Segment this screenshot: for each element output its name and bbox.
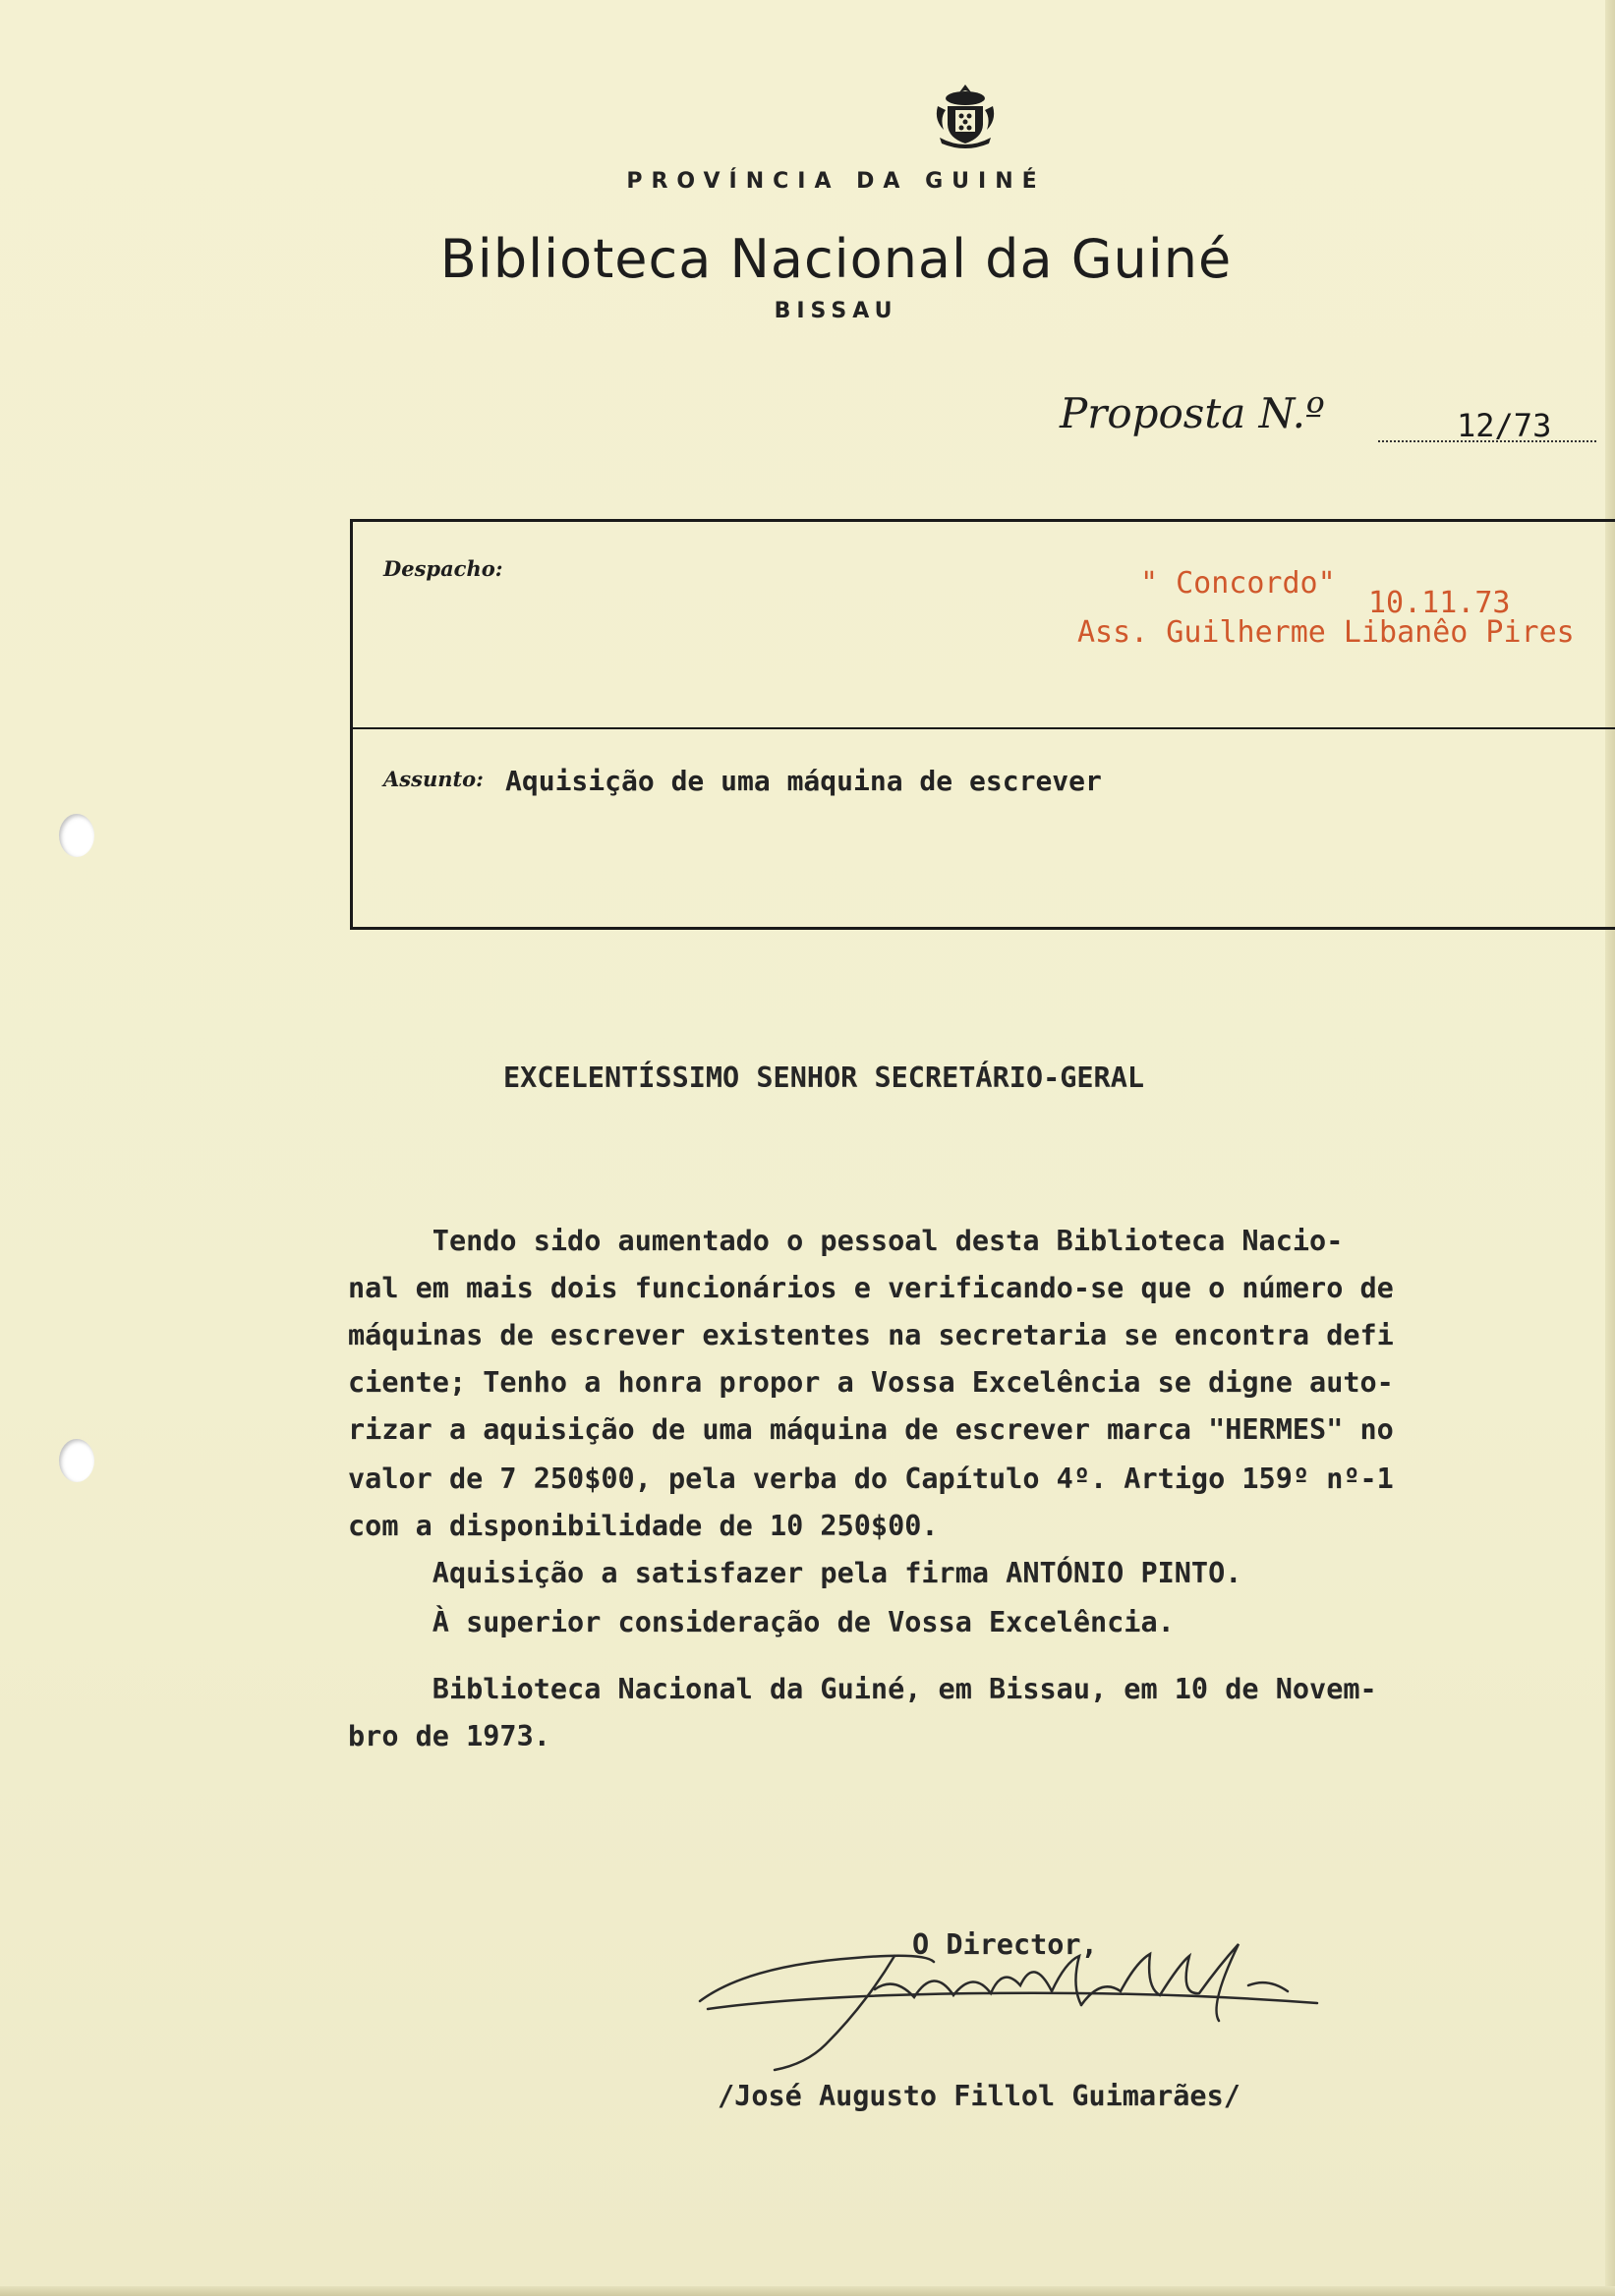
city-heading xyxy=(0,299,1615,323)
proposal-label: Proposta N.º xyxy=(1060,389,1325,437)
subject-text: Aquisição de uma máquina de escrever xyxy=(505,765,1102,797)
body-line: nal em mais dois funcionários e verificando-se que o número de xyxy=(348,1272,1394,1304)
body-line: rizar a aquisição de uma máquina de escrever marca "HERMES" no xyxy=(348,1413,1394,1446)
body-line: Biblioteca Nacional da Guiné, em Bissau, em 10 de Novem- xyxy=(348,1673,1377,1705)
stamp-concordo: " Concordo" xyxy=(1140,566,1336,601)
library-name-heading xyxy=(0,228,1615,290)
body-line: valor de 7 250$00, pela verba do Capítulo 4º. Artigo 159º nº-1 xyxy=(348,1463,1394,1495)
body-line: Tendo sido aumentado o pessoal desta Biblioteca Nacio- xyxy=(348,1225,1344,1257)
punch-hole-bottom xyxy=(59,1439,94,1482)
city-text: BISSAU xyxy=(774,299,898,323)
dispatch-subject-box xyxy=(350,519,1615,930)
body-line: Aquisição a satisfazer pela firma ANTÓNIO PINTO. xyxy=(348,1557,1242,1589)
body-line: bro de 1973. xyxy=(348,1720,550,1752)
body-line: À superior consideração de Vossa Excelência. xyxy=(348,1606,1175,1638)
library-name-text: Biblioteca Nacional da Guiné xyxy=(439,228,1233,290)
stamp-signature: Ass. Guilherme Libanêo Pires xyxy=(1077,615,1575,650)
body-line: ciente; Tenho a honra propor a Vossa Excelência se digne auto- xyxy=(348,1366,1394,1399)
salutation: EXCELENTÍSSIMO SENHOR SECRETÁRIO-GERAL xyxy=(503,1062,1145,1094)
signature-title: O Director, xyxy=(912,1928,1098,1961)
despacho-label: Despacho: xyxy=(383,556,503,581)
form-divider xyxy=(350,727,1615,729)
assunto-label: Assunto: xyxy=(383,767,484,791)
body-line: máquinas de escrever existentes na secretaria se encontra defi xyxy=(348,1319,1394,1351)
paper-edge-bottom xyxy=(0,2286,1615,2296)
coat-of-arms-icon xyxy=(930,81,1001,151)
stamp-date: 10.11.73 xyxy=(1368,586,1511,620)
body-line: com a disponibilidade de 10 250$00. xyxy=(348,1510,939,1542)
punch-hole-top xyxy=(59,814,94,857)
proposal-number: 12/73 xyxy=(1457,407,1552,444)
signatory-name: /José Augusto Fillol Guimarães/ xyxy=(718,2080,1240,2112)
paper-edge-right xyxy=(1605,0,1615,2296)
province-text: PROVÍNCIA DA GUINÉ xyxy=(626,169,1046,194)
province-heading xyxy=(0,169,1615,194)
handwritten-signature xyxy=(688,1926,1337,2074)
